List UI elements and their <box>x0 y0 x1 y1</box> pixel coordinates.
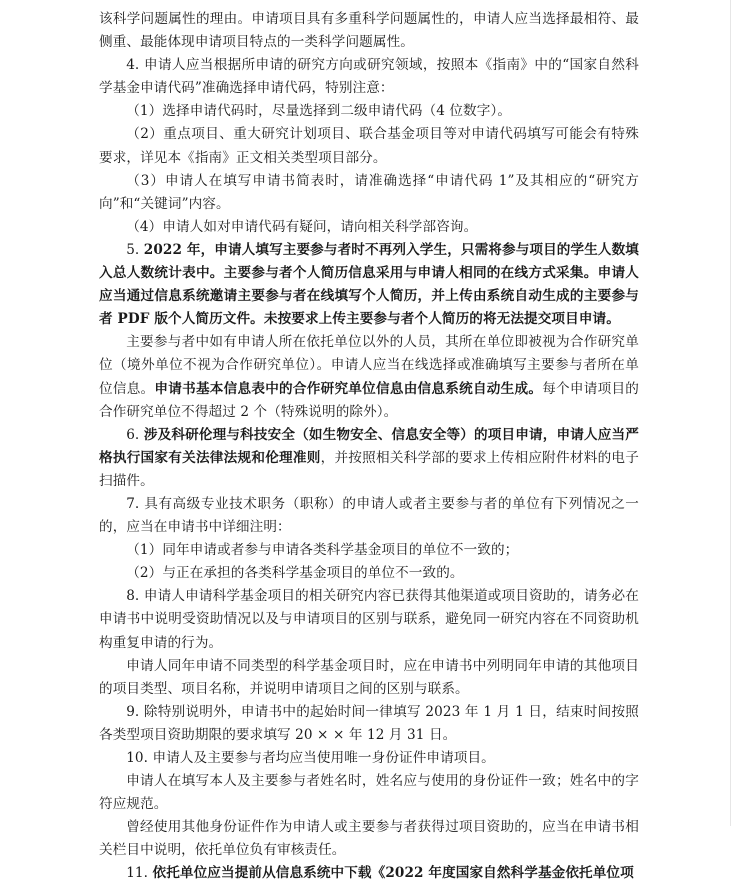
paragraph <box>99 747 639 770</box>
paragraph <box>99 816 639 862</box>
paragraph <box>99 655 639 701</box>
text-segment: 7. 具有高级专业技术职务（职称）的申请人或者主要参与者的单位有下列情况之一的，应当在申请书中详细注明： <box>99 495 639 536</box>
paragraph <box>99 239 639 331</box>
text-segment: 主要参与者中如有申请人所在依托单位以外的人员，其所在单位即被视为合作研究单位（境外单位不视为合作研究单位）。申请人应当在线选择或准确填写主要参与者所在单位信息。 <box>99 334 639 397</box>
bold-text-segment: 2022 年，申请人填写主要参与者时不再列入学生，只需将参与项目的学生人数填入总人数统计表中。主要参与者个人简历信息采用与申请人相同的在线方式采集。申请人应当通过信息系统邀请主要参与者在线填写个人简历，并上传由系统自动生成的主要参与者 PDF 版个人简历文件。未按要求上传主要参与者个人简历的将无法提交项目申请。 <box>99 241 639 328</box>
paragraph <box>99 770 639 816</box>
paragraph <box>99 100 639 123</box>
text-segment: 11. <box>126 865 153 882</box>
paragraph <box>99 8 639 54</box>
text-segment: 9. 除特别说明外，申请书中的起始时间一律填写 2023 年 1 月 1 日，结束时间按照各类型项目资助期限的要求填写 20 × × 年 12 月 31 日。 <box>99 703 639 743</box>
paragraph <box>99 424 639 493</box>
text-segment: （2）重点项目、重大研究计划项目、联合基金项目等对申请代码填写可能会有特殊要求，详见本《指南》正文相关类型项目部分。 <box>99 126 639 166</box>
paragraph <box>99 585 639 654</box>
text-segment: 申请人同年申请不同类型的科学基金项目时，应在申请书中列明同年申请的其他项目的项目类型、项目名称，并说明申请项目之间的区别与联系。 <box>99 657 639 697</box>
paragraph <box>99 331 639 423</box>
text-segment: （1）选择申请代码时，尽量选择到二级申请代码（4 位数字）。 <box>126 103 512 120</box>
paragraph <box>99 701 639 747</box>
bold-text-segment: 依托单位应当提前从信息系统中下载《2022 年度国家自然科学基金依托单位项 <box>152 865 634 882</box>
bold-text-segment: 涉及科研伦理与科技安全（如生物安全、信息安全等）的项目申请，申请人应当严格执行国家有关法律法规和伦理准则 <box>99 426 639 466</box>
text-segment: （4）申请人如对申请代码有疑问，请向相关科学部咨询。 <box>126 218 478 235</box>
text-segment: 5. <box>126 241 144 258</box>
text-segment: （2）与正在承担的各类科学基金项目的单位不一致的。 <box>126 565 464 582</box>
paragraph <box>99 216 639 239</box>
paragraph <box>99 54 639 100</box>
paragraph <box>99 170 639 216</box>
paragraph <box>99 562 639 585</box>
paragraph <box>99 862 639 885</box>
text-segment: 8. 申请人申请科学基金项目的相关研究内容已获得其他渠道或项目资助的，请务必在申请书中说明受资助情况以及与申请项目的区别与联系，避免同一研究内容在不同资助机构重复申请的行为。 <box>99 588 639 651</box>
text-segment: 该科学问题属性的理由。申请项目具有多重科学问题属性的，申请人应当选择最相符、最侧重、最能体现申请项目特点的一类科学问题属性。 <box>99 11 639 51</box>
paragraph <box>99 123 639 169</box>
text-segment: 曾经使用其他身份证件作为申请人或主要参与者获得过项目资助的，应当在申请书相关栏目中说明，依托单位负有审核责任。 <box>99 819 639 859</box>
paragraph <box>99 493 639 539</box>
text-segment: 每个申请项目的合作研究单位不得超过 2 个（特殊说明的除外）。 <box>99 380 639 420</box>
bold-text-segment: 申请书基本信息表中的合作研究单位信息由信息系统自动生成。 <box>154 380 543 397</box>
document-body <box>99 8 639 886</box>
text-segment: （3）申请人在填写申请书简表时，请准确选择“申请代码 1”及其相应的“研究方向”和“关键词”内容。 <box>99 172 639 212</box>
text-segment: 4. 申请人应当根据所申请的研究方向或研究领域，按照本《指南》中的“国家自然科学基金申请代码”准确选择申请代码，特别注意： <box>99 57 639 97</box>
text-segment: 6. <box>126 426 144 443</box>
text-segment: ，并按照相关科学部的要求上传相应附件材料的电子扫描件。 <box>99 449 639 489</box>
text-segment: 申请人在填写本人及主要参与者姓名时，姓名应与使用的身份证件一致；姓名中的字符应规范。 <box>99 773 639 813</box>
paragraph <box>99 539 639 562</box>
text-segment: （1）同年申请或者参与申请各类科学基金项目的单位不一致的； <box>126 542 519 559</box>
text-segment: 10. 申请人及主要参与者均应当使用唯一身份证件申请项目。 <box>126 750 495 766</box>
